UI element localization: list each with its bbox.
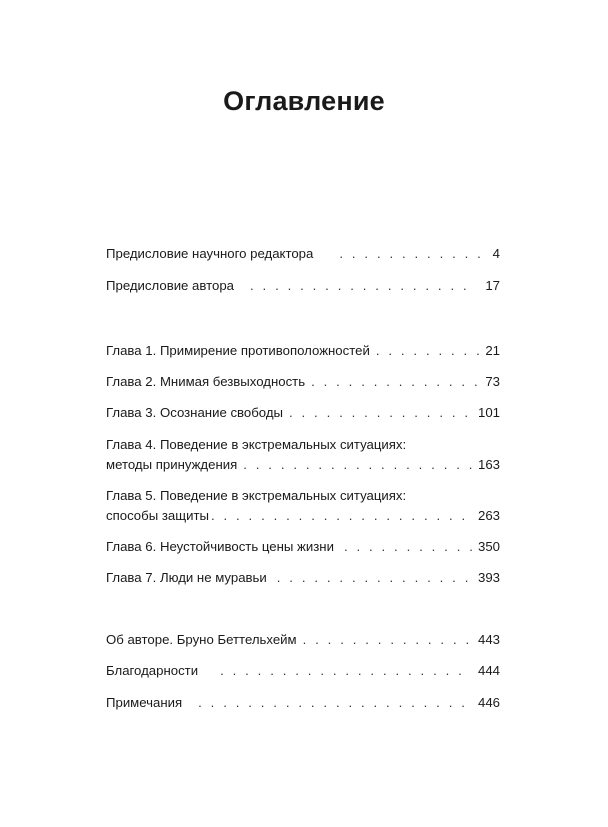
toc-leader-dots xyxy=(311,373,479,391)
toc-entry-title: Предисловие автора xyxy=(106,278,235,293)
toc-entry-chapter-4[interactable] xyxy=(106,436,500,474)
toc-entry-chapter-5[interactable] xyxy=(106,487,500,525)
toc-entry-title: Глава 3. Осознание свободы xyxy=(106,405,283,420)
toc-entry-notes[interactable] xyxy=(106,694,500,712)
toc-leader-dots xyxy=(243,456,472,474)
toc-entry-page: 263 xyxy=(477,508,500,523)
toc-leader-dots xyxy=(277,569,472,587)
toc-entry-chapter-7[interactable] xyxy=(106,569,500,587)
toc-entry-title: Глава 2. Мнимая безвыходность xyxy=(106,374,306,389)
toc-entry-title: Благодарности xyxy=(106,663,199,678)
toc-entry-page: 350 xyxy=(477,539,500,554)
toc-entry-title-line2: методы принуждения xyxy=(106,457,238,472)
toc-leader-dots xyxy=(220,662,464,680)
toc-entry-title-line1: Глава 5. Поведение в экстремальных ситуациях: xyxy=(106,488,407,503)
toc-entry-chapter-3[interactable] xyxy=(106,404,500,422)
toc-entry-acknowledgements[interactable] xyxy=(106,662,500,680)
toc-leader-dots xyxy=(250,277,471,295)
toc-leader-dots xyxy=(289,404,472,422)
toc-entry-page: 393 xyxy=(477,570,500,585)
toc-entry-chapter-6[interactable] xyxy=(106,538,500,556)
toc-entry-page: 444 xyxy=(477,663,500,678)
toc-entry-title-line1: Глава 4. Поведение в экстремальных ситуациях: xyxy=(106,437,407,452)
toc-entry-page: 446 xyxy=(477,695,500,710)
toc-entry-editor-preface[interactable] xyxy=(106,245,500,263)
toc-leader-dots xyxy=(303,631,472,649)
toc-leader-dots xyxy=(211,507,472,525)
toc-entry-page: 17 xyxy=(485,278,500,293)
toc-leader-dots xyxy=(344,538,472,556)
toc-entry-page: 73 xyxy=(485,374,500,389)
toc-entry-author-preface[interactable] xyxy=(106,277,500,295)
toc-leader-dots xyxy=(376,342,479,360)
toc-heading: Оглавление xyxy=(223,86,385,116)
toc-entry-chapter-2[interactable] xyxy=(106,373,500,391)
toc-entry-title: Глава 7. Люди не муравьи xyxy=(106,570,267,585)
toc-entry-page: 4 xyxy=(492,246,500,261)
toc-entry-page: 101 xyxy=(477,405,500,420)
toc-entry-title: Глава 6. Неустойчивость цены жизни xyxy=(106,539,334,554)
toc-entry-title: Примечания xyxy=(106,695,183,710)
toc-entry-about-author[interactable] xyxy=(106,631,500,649)
toc-entry-page: 443 xyxy=(477,632,500,647)
toc-entry-chapter-1[interactable] xyxy=(106,342,500,360)
toc-entry-title: Глава 1. Примирение противоположностей xyxy=(106,343,370,358)
toc-entry-title-line2: способы защиты xyxy=(106,508,209,523)
toc-entry-title: Предисловие научного редактора xyxy=(106,246,314,261)
toc-leader-dots xyxy=(339,245,486,263)
toc-leader-dots xyxy=(198,694,464,712)
toc-entry-title: Об авторе. Бруно Беттельхейм xyxy=(106,632,297,647)
toc-entry-page: 163 xyxy=(477,457,500,472)
toc-entry-page: 21 xyxy=(485,343,500,358)
